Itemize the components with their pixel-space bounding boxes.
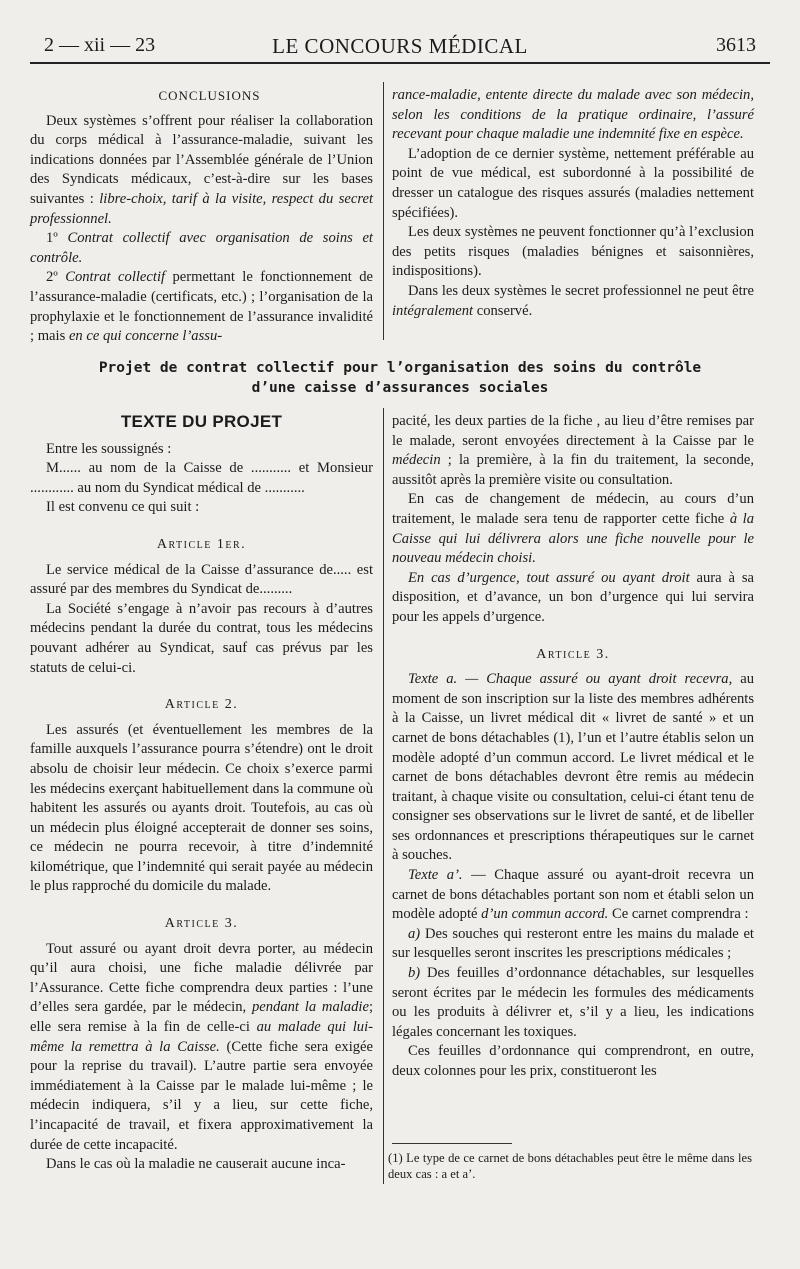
project-title: TEXTE DU PROJET [120, 412, 283, 431]
journal-title: LE CONCOURS MÉDICAL [272, 34, 528, 58]
intro-line: Entre les soussignés : [46, 440, 172, 457]
conclusions-continued-column [392, 86, 754, 321]
feuilles-paragraph: Ces feuilles d’ordonnance qui comprendront, en outre, deux colonnes pour les prix, constitueront les [392, 1043, 754, 1079]
conclusions-point-1: 1º Contrat collectif avec organisation de soins et contrôle. [30, 230, 373, 266]
systems-paragraph: Les deux systèmes ne peuvent fonctionner qu’à l’exclusion des petits risques (maladies bénignes et saisonnières, indispositions). [392, 224, 754, 280]
article-3-heading: Article 3. [164, 916, 239, 932]
page-header [30, 30, 770, 64]
column-divider-lower [383, 408, 384, 1184]
article-3-heading-right: Article 3. [536, 646, 610, 662]
article-3-paragraph: Tout assuré ou ayant droit devra porter, au médecin qu’il aura choisi, une fiche maladie délivrée par l’Assurance. Cette fiche comprendra deux parties : l’une d’elles sera gardée, par le médecin, pendant la maladie; elle sera remise à la fin de celle-ci au malade qui lui-même la remettra à la Caisse. (Cette fiche sera exigée pour la reprise du travail). L’autre partie sera envoyée immédiatement à la Caisse par le malade lui-même ; le médecin indiquera, s’il y a lieu, sur cette fiche, l’incapacité de travail, et fixera approximativement la durée de cette incapacité. [30, 940, 374, 1153]
footnote-rule [392, 1143, 512, 1144]
conclusions-column [30, 86, 373, 347]
intro-parties: M...... au nom de la Caisse de ........... et Monsieur ............ au nom du Syndicat médical de ........... [30, 460, 373, 496]
secret-paragraph: Dans les deux systèmes le secret professionnel ne peut être intégralement conservé. [392, 282, 754, 319]
change-doctor-paragraph: En cas de changement de médecin, au cours d’un traitement, le malade sera tenu de rapporter cette fiche à la Caisse qui lui délivrera alors une fiche nouvelle pour le nouveau médecin choisi. [392, 491, 754, 567]
fiche-paragraph: pacité, les deux parties de la fiche , au lieu d’être remises par le malade, seront envoyées directement à la Caisse par le médecin ; la première, à la fin du traitement, la seconde, aussitôt après la première visite ou consultation. [392, 413, 754, 488]
page-number: 3613 [716, 34, 756, 56]
article-1-heading: Article 1er. [156, 536, 247, 552]
conclusions-paragraph: Deux systèmes s’offrent pour réaliser la collaboration du corps médical à l’assurance-maladie, suivant les indications données par l’Assemblée générale de l’Union des Syndicats médicaux, c’est-à-dire sur les bases suivantes : libre-choix, tarif à la visite, respect du secret professionnel. [30, 112, 373, 227]
continued-paragraph: rance-maladie, entente directe du malade avec son médecin, selon les conditions de la pratique ordinaire, l’assuré recevant pour chaque maladie une indemnité fixe en espèce. [392, 87, 754, 143]
item-a: a) Des souches qui resteront entre les mains du malade et sur lesquelles seront inscrites les prescriptions médicales ; [392, 925, 754, 962]
texte-a-paragraph: Texte a. — Chaque assuré ou ayant droit recevra, au moment de son inscription sur la liste des membres adhérents à la Caisse, un livret médical dit « livret de santé » et un carnet de bons détachables (1), l’un et l’autre établis selon un modèle adopté d’un commun accord. Le livret médical et le carnet de bons détachables devront être remis au médecin traitant, à chaque visite ou consultation, celui-ci étant tenu de consigner ses observations sur le livret de santé, et de libeller ses ordonnances et prescriptions thérapeutiques sur le carnet à souches. [392, 671, 754, 864]
texte-a-prime-paragraph: Texte a’. — Chaque assuré ou ayant-droit recevra un carnet de bons détachables portant son nom et établi selon un modèle adopté d’un commun accord. Ce carnet comprendra : [392, 867, 754, 923]
conclusions-point-2: 2º Contrat collectif permettant le fonctionnement de l’assurance-maladie (certificats, etc.) ; l’organisation de la prophylaxie et le fonctionnement de l’assurance invalidité ; mais en ce qui concerne l’assu- [30, 269, 373, 345]
column-divider [383, 82, 384, 340]
article-1-paragraph-1: Le service médical de la Caisse d’assurance de..... est assuré par des membres du Syndicat de......... [30, 561, 373, 598]
item-b: b) Des feuilles d’ordonnance détachables, sur lesquelles seront écrites par le médecin les formules des médicaments ou les produits à délivrer et, s’il y a lieu, les indications légales concernant les toxiques. [392, 965, 754, 1040]
adoption-paragraph: L’adoption de ce dernier système, nettement préférable au point de vue médical, est subordonné à la possibilité de dresser un catalogue des risques assurés (maladies nettement spécifiées). [392, 145, 754, 221]
article-1-paragraph-2: La Société s’engage à n’avoir pas recours à d’autres médecins pendant la durée du contrat, tous les médecins pouvant adhérer au Syndicat, sauf cas prévus par les statuts de celui-ci. [30, 600, 373, 676]
issue-number: 2 — xii — 23 [44, 34, 156, 56]
project-text-column-right [392, 412, 754, 1082]
article-2-paragraph: Les assurés (et éventuellement les membres de la famille auxquels l’assurance pourra s’étendre) ont le droit absolu de choisir leur médecin. Ce choix s’exerce parmi les médecins exerçant habituellement dans la commune où habitent les assurés ou ayants droit. Toutefois, au cas où un médecin plus éloigné accepterait de donner ses soins, ce médecin ne pourra recevoir, à titre d’indemnité kilométrique, que l’indemnité qui serait payée au médecin le plus rapproché du domicile du malade. [30, 721, 373, 895]
footnote: (1) Le type de ce carnet de bons détachables peut être le même dans les deux cas : a et a’. [388, 1151, 752, 1181]
intro-agreement: Il est convenu ce qui suit : [46, 499, 200, 516]
section-title: Projet de contrat collectif pour l’organisation des soins du contrôle d’une caisse d’assurances sociales [98, 360, 702, 396]
conclusions-heading: CONCLUSIONS [158, 88, 261, 103]
project-text-column [30, 412, 373, 1175]
urgency-paragraph: En cas d’urgence, tout assuré ou ayant droit aura à sa disposition, et d’avance, un bon d’urgence qui lui servira pour les appels d’urgence. [392, 569, 755, 625]
article-3-paragraph-2: Dans le cas où la maladie ne causerait aucune inca- [46, 1156, 346, 1173]
article-2-heading: Article 2. [164, 697, 239, 713]
